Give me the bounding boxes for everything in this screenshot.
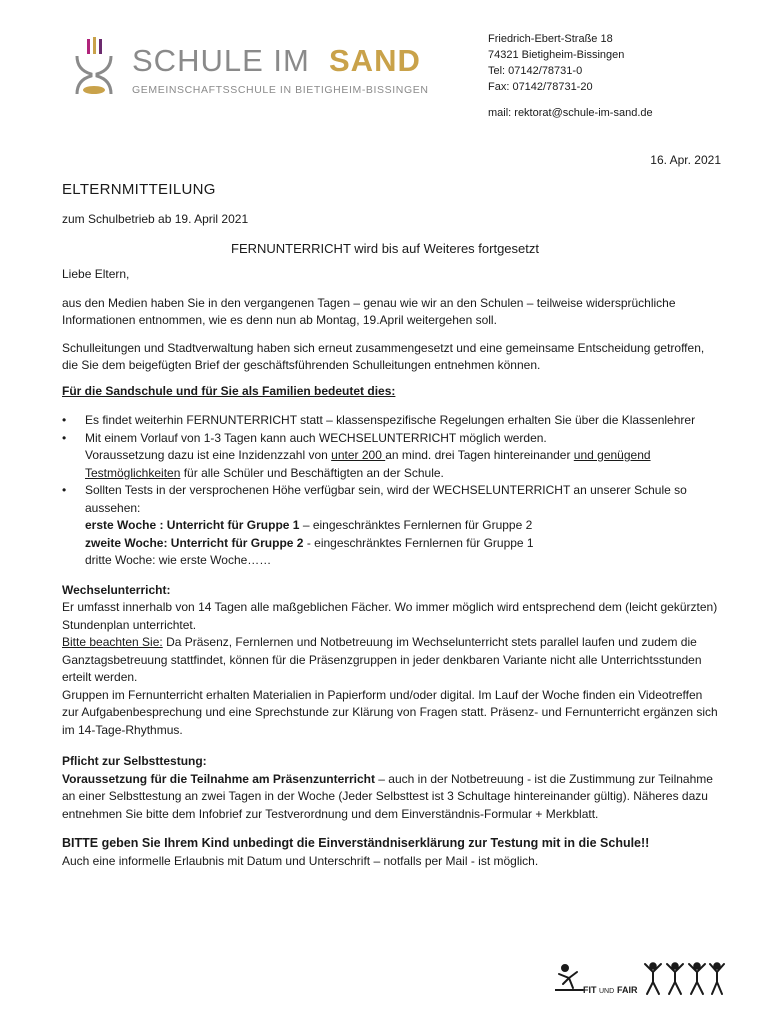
und-text: UND <box>599 988 615 995</box>
fitundfair-logo <box>555 960 725 1000</box>
school-logo <box>74 36 444 98</box>
fitundfair-graphic <box>555 960 725 1000</box>
bullet-wechsel-incidence: unter 200 <box>331 448 386 462</box>
bullet-wechsel-post: für alle Schüler und Beschäftigten an der Schule. <box>180 465 444 480</box>
bullet-fernunterricht: Es findet weiterhin FERNUNTERRICHT statt – klassenspezifische Regelungen erhalten Sie über die Klassenlehrer <box>85 413 696 427</box>
logo-graphic <box>74 36 444 98</box>
letter-date: 16. Apr. 2021 <box>650 153 721 167</box>
fit-text: FIT <box>583 985 597 995</box>
wechsel-note <box>62 634 722 687</box>
address-tel: Tel: 07142/78731-0 <box>488 65 583 77</box>
week3: dritte Woche: wie erste Woche…… <box>85 553 272 567</box>
bullet-wechsel-pre: Voraussetzung dazu ist eine Inzidenzzahl von <box>85 448 332 462</box>
pflicht-text <box>62 771 722 824</box>
address-city: 74321 Bietigheim-Bissingen <box>488 49 625 61</box>
address-block <box>488 31 653 121</box>
list-item <box>62 430 722 483</box>
week2-rest: - eingeschränktes Fernlernen für Gruppe 1 <box>303 535 534 550</box>
bullet-wechsel-tests: und genügend Testmöglichkeiten <box>85 448 651 480</box>
address-fax: Fax: 07142/78731-20 <box>488 81 593 93</box>
greeting: Liebe Eltern, <box>62 267 130 281</box>
letter-subtitle: zum Schulbetrieb ab 19. April 2021 <box>62 212 249 226</box>
wechsel-text1: Er umfasst innerhalb von 14 Tagen alle maßgeblichen Fächer. Wo immer möglich wird entsprechend dem (leicht gekürzten) Stundenplan unterrichtet. <box>62 600 718 632</box>
wechsel-heading: Wechselunterricht: <box>62 582 171 597</box>
bullet-tests-intro: Sollten Tests in der versprochenen Höhe verfügbar sein, wird der WECHSELUNTERRICHT an unserer Schule so aussehen: <box>85 483 687 515</box>
logo-tagline: GEMEINSCHAFTSSCHULE IN BIETIGHEIM-BISSINGEN <box>132 84 429 96</box>
logo-name-light: SCHULE IM <box>132 43 310 78</box>
letter-headline: FERNUNTERRICHT wird bis auf Weiteres fortgesetzt <box>231 241 539 256</box>
address-mail: mail: rektorat@schule-im-sand.de <box>488 107 653 119</box>
list-item <box>62 482 722 570</box>
letter-title: ELTERNMITTEILUNG <box>62 181 216 198</box>
pflicht-rest: – auch in der Notbetreuung - ist die Zustimmung zur Teilnahme an einer Selbsttestung an zwei Tagen in der Woche (Jeder Selbsttest ist 3 Schultage hintereinander gültig). Näheres dazu entnehmen Sie bitte dem Infobrief zur Testverordnung und dem Einverständnis-Formular + Merkblatt. <box>62 771 713 821</box>
paragraph-decision: Schulleitungen und Stadtverwaltung haben sich erneut zusammengesetzt und eine gemeinsame Entscheidung getroffen, die Sie dem beigefügten Brief der geschäftsführenden Schulleitungen entnehmen können. <box>62 340 705 372</box>
bullet-wechsel-mid: an mind. drei Tagen hintereinander <box>385 448 574 462</box>
wechsel-note-text: Da Präsenz, Fernlernen und Notbetreuung im Wechselunterricht stets parallel laufen und zudem die Ganztagsbetreuung stattfindet, können für die Präsenzgruppen in jeder denkbaren Variante nicht alle Unterrichtsstunden erteilt werden. <box>62 635 702 684</box>
week1-bold: erste Woche : Unterricht für Gruppe 1 <box>85 518 300 532</box>
appeal-sub: Auch eine informelle Erlaubnis mit Datum und Unterschrift – notfalls per Mail - ist möglich. <box>62 853 539 868</box>
fair-text: FAIR <box>617 985 638 995</box>
section-heading: Für die Sandschule und für Sie als Familien bedeutet dies: <box>62 383 396 398</box>
pflicht-bold: Voraussetzung für die Teilnahme am Präsenzunterricht <box>62 771 375 786</box>
address-street: Friedrich-Ebert-Straße 18 <box>488 33 613 45</box>
appeal-line: BITTE geben Sie Ihrem Kind unbedingt die Einverständniserklärung zur Testung mit in die Schule!! <box>62 836 650 850</box>
wechsel-note-label: Bitte beachten Sie: <box>62 635 163 649</box>
list-item <box>62 412 722 430</box>
week1-rest: – eingeschränktes Fernlernen für Gruppe 2 <box>299 518 533 532</box>
wechsel-text2: Gruppen im Fernunterricht erhalten Materialien in Papierform und/oder digital. Im Lauf der Woche finden ein Videotreffen zur Aufgabenbesprechung und eine Sprechstunde zur Klärung von Fragen statt. Präsenz- und Fernunterricht ergänzen sich im 14-Tage-Rhythmus. <box>62 687 718 737</box>
paragraph-media: aus den Medien haben Sie in den vergangenen Tagen – genau wie wir an den Schulen – teilweise widersprüchliche Informationen entnommen, wie es denn nun ab Montag, 19.April weitergehen soll. <box>62 295 676 327</box>
bullet-wechsel-line1: Mit einem Vorlauf von 1-3 Tagen kann auch WECHSELUNTERRICHT möglich werden. <box>85 430 547 445</box>
measures-list <box>62 412 722 570</box>
logo-name-bold: SAND <box>329 43 421 78</box>
week2-bold: zweite Woche: Unterricht für Gruppe 2 <box>85 535 304 550</box>
letter-body <box>62 266 722 870</box>
pflicht-heading: Pflicht zur Selbsttestung: <box>62 754 207 768</box>
